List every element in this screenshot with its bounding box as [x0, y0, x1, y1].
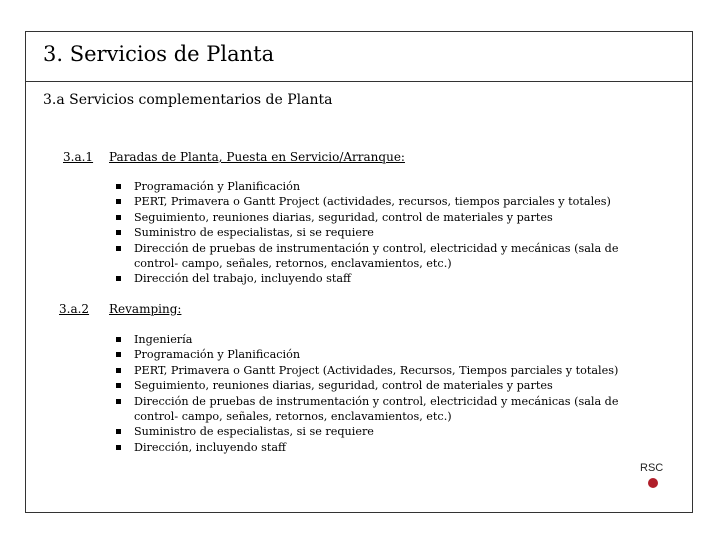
section-2-title: Revamping: [109, 302, 182, 316]
list-item: Dirección de pruebas de instrumentación y control, electricidad y mecánicas (sala de control- campo, señales, retornos, enclavamientos, etc.) [116, 241, 656, 272]
company-logo-text: RSC [640, 462, 664, 474]
slide-frame [25, 31, 693, 513]
section-2-number: 3.a.2 [59, 302, 90, 316]
section-1-number: 3.a.1 [63, 150, 94, 164]
list-item: Dirección de pruebas de instrumentación y control, electricidad y mecánicas (sala de control- campo, señales, retornos, enclavamientos, etc.) [116, 394, 656, 425]
section-2-list [116, 332, 656, 455]
list-item: PERT, Primavera o Gantt Project (actividades, recursos, tiempos parciales y totales) [116, 194, 656, 209]
list-item: Programación y Planificación [116, 347, 656, 362]
list-item: Seguimiento, reuniones diarias, seguridad, control de materiales y partes [116, 210, 656, 225]
slide-title: 3. Servicios de Planta [43, 42, 275, 66]
list-item: Dirección, incluyendo staff [116, 440, 656, 455]
title-bar [26, 32, 692, 82]
list-item: Suministro de especialistas, si se requiere [116, 225, 656, 240]
slide-subtitle: 3.a Servicios complementarios de Planta [43, 92, 333, 108]
list-item: PERT, Primavera o Gantt Project (Actividades, Recursos, Tiempos parciales y totales) [116, 363, 656, 378]
list-item: Dirección del trabajo, incluyendo staff [116, 271, 656, 286]
section-1-list [116, 179, 656, 287]
list-item: Ingeniería [116, 332, 656, 347]
list-item: Programación y Planificación [116, 179, 656, 194]
section-1-title: Paradas de Planta, Puesta en Servicio/Arranque: [109, 150, 405, 164]
list-item: Seguimiento, reuniones diarias, seguridad, control de materiales y partes [116, 378, 656, 393]
logo-dot-icon [648, 478, 658, 488]
list-item: Suministro de especialistas, si se requiere [116, 424, 656, 439]
